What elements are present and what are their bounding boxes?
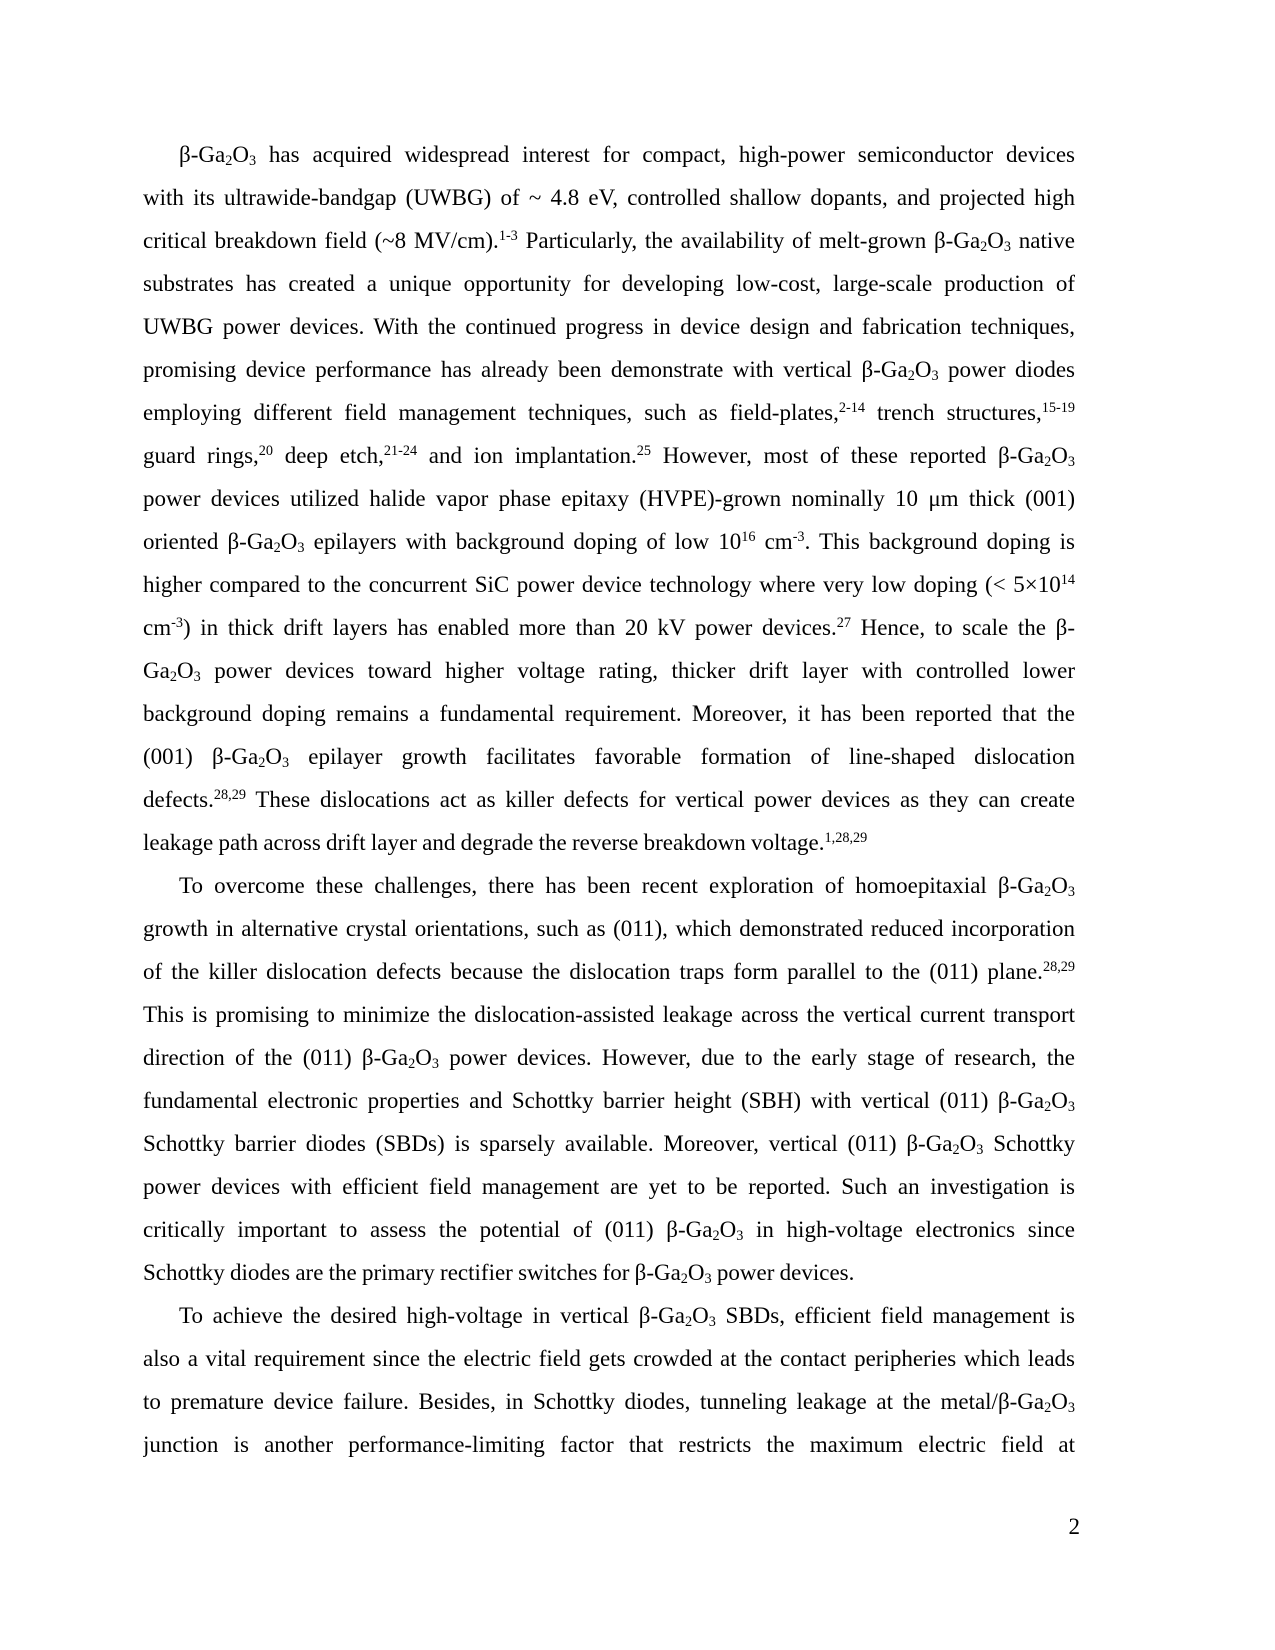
subscript: 2 (907, 367, 915, 384)
subscript: 3 (1067, 453, 1075, 470)
subscript: 2 (273, 539, 281, 556)
text-line: defects.$^{28,29}$ These dislocations act as killer defects for vertical power devices as they can create (143, 787, 1075, 812)
subscript: 3 (431, 1055, 439, 1072)
superscript: 1-3 (498, 228, 518, 245)
text-line: $cm^{-3}$) in thick drift layers has enabled more than 20 kV power devices.$^{27}$ Hence, to scale the β- (143, 615, 1075, 640)
text-line: power devices utilized halide vapor phase epitaxy (HVPE)-grown nominally 10 μm thick (001) (143, 486, 1075, 511)
text-line: $\beta-Ga_2O_3$ has acquired widespread interest for compact, high-power semiconductor devices (179, 142, 1075, 169)
text-line: UWBG power devices. With the continued progress in device design and fabrication techniques, (143, 314, 1075, 339)
text-line: promising device performance has already been demonstrate with vertical $\beta-Ga_2O_3$ power diodes (143, 357, 1075, 384)
subscript: 2 (225, 152, 233, 169)
text-line: (001) $\beta-Ga_2O_3$ epilayer growth facilitates favorable formation of line-shaped dislocation (143, 744, 1075, 771)
text-line: background doping remains a fundamental requirement. Moreover, it has been reported that the (143, 701, 1075, 726)
subscript: 3 (281, 754, 290, 771)
text-line: also a vital requirement since the electric field gets crowded at the contact peripheries which leads (143, 1346, 1075, 1371)
superscript: -3 (792, 529, 805, 546)
subscript: 2 (1044, 453, 1052, 470)
text-line: To achieve the desired high-voltage in vertical $\beta-Ga_2O_3$ SBDs, efficient field management is (179, 1303, 1075, 1330)
text-line: employing different field management techniques, such as field-plates,$^{2-14}$ trench structures,$^{15-19}$ (143, 400, 1075, 425)
superscript: 14 (1060, 572, 1075, 589)
subscript: 2 (408, 1055, 416, 1072)
superscript: 25 (636, 443, 652, 460)
text-line: power devices with efficient field management are yet to be reported. Such an investigation is (143, 1174, 1075, 1199)
paragraph (143, 1294, 1075, 1466)
text-line: with its ultrawide-bandgap (UWBG) of ~ 4.8 eV, controlled shallow dopants, and projected high (143, 185, 1075, 210)
subscript: 3 (1003, 238, 1012, 255)
text-line: higher compared to the concurrent SiC power device technology where very low doping (< $5\times 10^{14}$ (143, 572, 1075, 597)
subscript: 2 (952, 1141, 960, 1158)
subscript: 3 (1067, 1399, 1075, 1416)
text-line: guard rings,$^{20}$ deep etch,$^{21-24}$ and ion implantation.$^{25}$ However, most of these reported $\beta-Ga_2O_3$ (143, 443, 1075, 470)
subscript: 3 (931, 367, 939, 384)
superscript: 15-19 (1041, 400, 1075, 417)
subscript: 3 (704, 1270, 712, 1287)
subscript: 3 (1067, 883, 1075, 900)
superscript: 21-24 (383, 443, 418, 460)
text-line: substrates has created a unique opportunity for developing low-cost, large-scale production of (143, 271, 1075, 296)
subscript: 2 (680, 1270, 688, 1287)
text-line: leakage path across drift layer and degrade the reverse breakdown voltage.$^{1,28,29}$ (143, 830, 868, 855)
superscript: 28,29 (1042, 959, 1075, 976)
page-number: 2 (1068, 1514, 1080, 1539)
subscript: 2 (1044, 883, 1052, 900)
paragraph (143, 133, 1075, 864)
text-line: of the killer dislocation defects because the dislocation traps form parallel to the (011) plane.$^{28,29}$ (143, 959, 1075, 984)
paragraph (143, 864, 1075, 1294)
text-line: to premature device failure. Besides, in Schottky diodes, tunneling leakage at the metal/$\beta-Ga_2O_3$ (143, 1389, 1075, 1416)
subscript: 3 (976, 1141, 984, 1158)
subscript: 3 (708, 1313, 716, 1330)
text-line: To overcome these challenges, there has been recent exploration of homoepitaxial $\beta-Ga_2O_3$ (179, 873, 1075, 900)
subscript: 2 (980, 238, 988, 255)
subscript: 2 (169, 668, 177, 685)
superscript: 20 (258, 443, 274, 460)
body-text (143, 133, 1075, 1466)
subscript: 2 (1044, 1399, 1052, 1416)
text-line: critical breakdown field (~8 MV/cm).$^{1-3}$ Particularly, the availability of melt-grown $\beta-Ga_2O_3$ native (143, 228, 1075, 255)
superscript: 2-14 (838, 400, 865, 417)
text-line: junction is another performance-limiting factor that restricts the maximum electric field at (143, 1432, 1075, 1457)
superscript: 28,29 (213, 787, 246, 804)
subscript: 3 (297, 539, 305, 556)
text-line: oriented $\beta-Ga_2O_3$ epilayers with background doping of low $10^{16}$ $cm^{-3}$. This background doping is (143, 529, 1075, 556)
superscript: 27 (836, 615, 851, 632)
text-line: direction of the (011) $\beta-Ga_2O_3$ power devices. However, due to the early stage of research, the (143, 1045, 1075, 1072)
text-line: growth in alternative crystal orientations, such as (011), which demonstrated reduced incorporation (143, 916, 1075, 941)
text-line: Schottky barrier diodes (SBDs) is sparsely available. Moreover, vertical (011) $\beta-Ga_2O_3$ Schottky (143, 1131, 1075, 1158)
subscript: 2 (712, 1227, 720, 1244)
superscript: -3 (171, 615, 183, 632)
text-line: critically important to assess the potential of (011) $\beta-Ga_2O_3$ in high-voltage electronics since (143, 1217, 1075, 1244)
text-line: fundamental electronic properties and Schottky barrier height (SBH) with vertical (011) $\beta-Ga_2O_3$ (143, 1088, 1075, 1115)
subscript: 2 (258, 754, 266, 771)
subscript: 2 (1044, 1098, 1052, 1115)
text-line: This is promising to minimize the dislocation-assisted leakage across the vertical current transport (143, 1002, 1075, 1027)
text-line: $Ga_2O_3$ power devices toward higher voltage rating, thicker drift layer with controlled lower (143, 658, 1075, 685)
subscript: 3 (736, 1227, 744, 1244)
superscript: 1,28,29 (824, 830, 868, 847)
text-line: Schottky diodes are the primary rectifier switches for $\beta-Ga_2O_3$ power devices. (143, 1260, 855, 1287)
subscript: 3 (1067, 1098, 1075, 1115)
subscript: 2 (684, 1313, 693, 1330)
superscript: 16 (741, 529, 756, 546)
subscript: 3 (193, 668, 201, 685)
subscript: 3 (248, 152, 257, 169)
